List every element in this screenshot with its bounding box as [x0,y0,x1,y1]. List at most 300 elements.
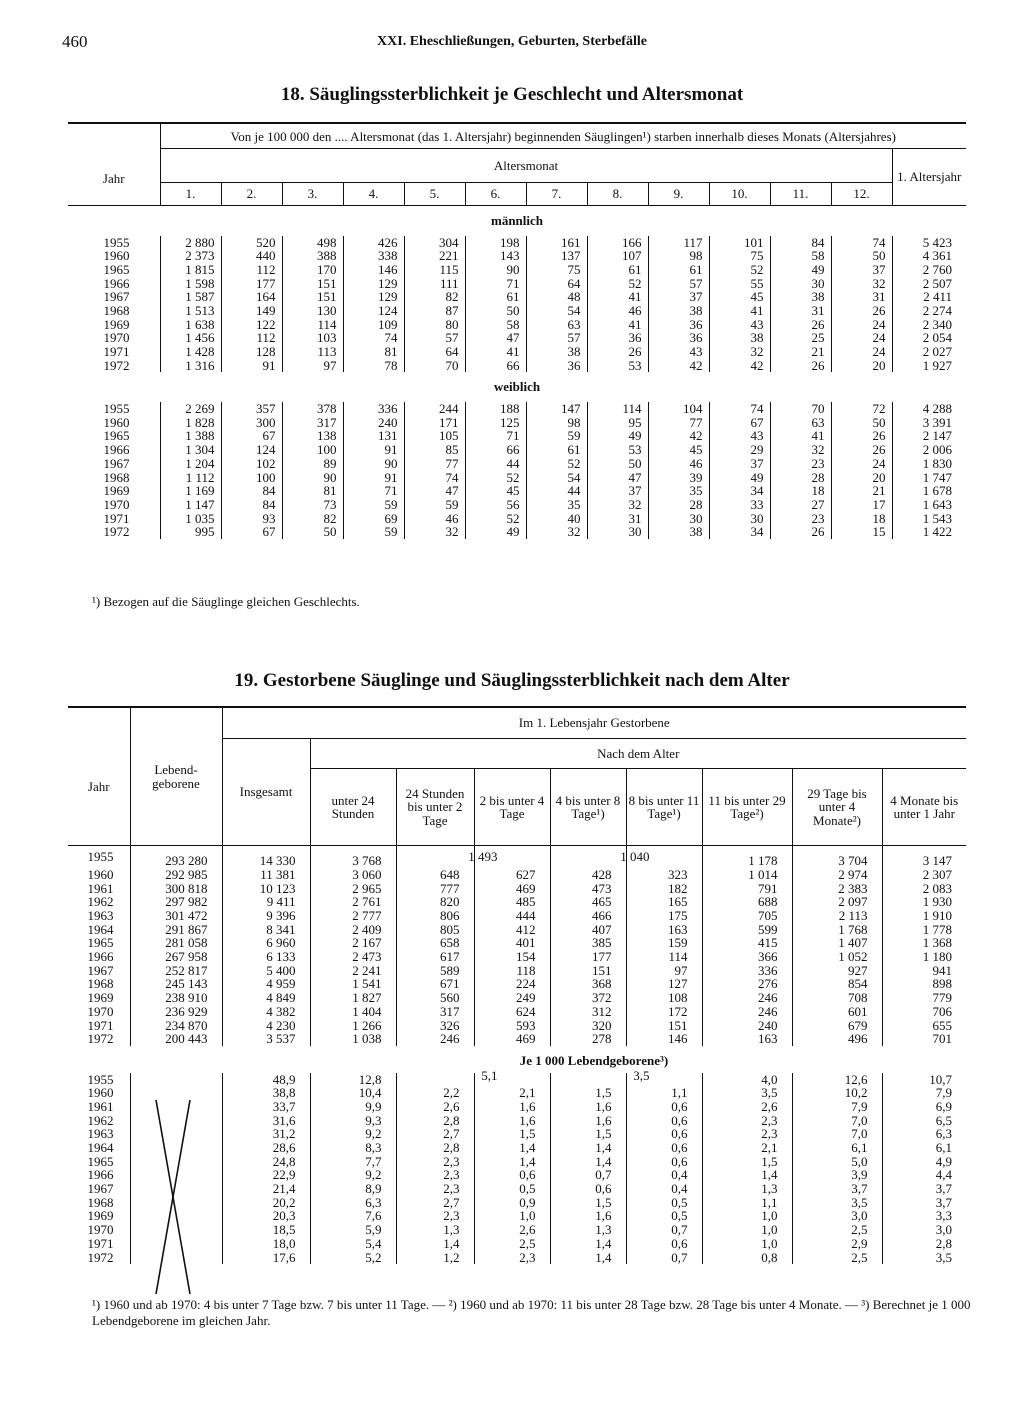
value-cell: 46 [404,512,465,526]
value-cell: 1 828 [160,416,221,430]
value-cell: 267 958 [130,950,222,964]
value-cell: 113 [282,345,343,359]
year-cell: 1968 [103,469,130,485]
value-cell: 1 830 [892,457,966,471]
value-cell: 1,0 [702,1223,792,1237]
value-cell: 100 [282,443,343,457]
value-cell: 2,6 [396,1100,474,1114]
value-cell: 0,8 [702,1250,792,1264]
value-cell: 72 [831,402,892,416]
value-cell: 129 [343,290,404,304]
table-row [68,1223,966,1237]
year-cell: 1962 [87,894,114,910]
value-cell: 20 [831,359,892,373]
value-cell: 70 [404,359,465,373]
value-cell: 170 [282,263,343,277]
value-cell: 0,6 [626,1141,702,1155]
value-cell: 26 [770,525,831,539]
table19-footnote: ¹) 1960 und ab 1970: 4 bis unter 7 Tage bzw. 7 bis unter 11 Tage. — ²) 1960 und ab 1970: 11 bis unter 28 Tage bzw. 28 Tage bis unter 4 Monate. — ³) Berechnet je 1 000 Lebendgeborene im gleichen Jahr. [92,1297,971,1329]
year-cell: 1967 [103,289,130,305]
value-cell: 59 [404,498,465,512]
value-cell: 172 [626,1005,702,1019]
value-cell: 6,3 [310,1196,396,1210]
value-cell: 33 [709,498,770,512]
value-cell: 3 537 [222,1032,310,1046]
value-cell: 43 [648,345,709,359]
value-cell: 291 867 [130,923,222,937]
value-cell: 53 [587,443,648,457]
page-number: 460 [62,32,88,51]
value-cell: 114 [282,318,343,332]
value-cell: 320 [550,1019,626,1033]
value-cell: 111 [404,277,465,291]
value-cell: 388 [282,249,343,263]
value-cell: 34 [709,484,770,498]
value-cell: 599 [702,923,792,937]
value-cell: 1,4 [550,1250,626,1264]
value-cell: 1,4 [396,1237,474,1251]
running-head: XXI. Eheschließungen, Geburten, Sterbefälle [377,34,647,49]
value-cell: 26 [831,304,892,318]
value-cell: 61 [648,263,709,277]
value-cell: 1,5 [702,1155,792,1169]
value-cell: 805 [396,923,474,937]
value-cell: 366 [702,950,792,964]
table18-altersmonat-header: Altersmonat [160,148,892,183]
table-row [68,1209,966,1223]
value-cell: 81 [282,484,343,498]
value-cell: 77 [648,416,709,430]
value-cell: 71 [465,429,526,443]
value-cell: 485 [474,895,550,909]
year-cell: 1971 [87,1017,114,1033]
table-row [68,1237,966,1251]
value-cell: 18,0 [222,1237,310,1251]
year-cell: 1965 [103,261,130,277]
table-row [68,290,966,304]
value-cell: 50 [282,525,343,539]
value-cell: 440 [221,249,282,263]
value-cell: 20,3 [222,1209,310,1223]
value-cell: 1,1 [626,1086,702,1100]
value-cell: 98 [526,416,587,430]
value-cell: 0,7 [626,1223,702,1237]
value-cell: 36 [526,359,587,373]
value-cell: 124 [221,443,282,457]
value-cell: 137 [526,249,587,263]
value-cell: 1,4 [550,1237,626,1251]
value-cell: 17 [831,498,892,512]
year-cell: 1967 [103,455,130,471]
value-cell: 2 113 [792,909,882,923]
table-row [68,457,966,471]
value-cell: 31 [831,290,892,304]
value-cell: 32 [404,525,465,539]
year-cell: 1966 [87,949,114,965]
value-cell: 1,6 [474,1100,550,1114]
value-cell: 1 407 [792,936,882,950]
year-cell: 1968 [87,976,114,992]
table-row [68,1182,966,1196]
value-cell: 31,6 [222,1114,310,1128]
value-cell: 1 910 [882,909,966,923]
value-cell: 146 [626,1032,702,1046]
value-cell: 95 [587,416,648,430]
month-header: 10. [709,183,770,206]
value-cell: 12,6 [792,1073,882,1087]
value-cell: 127 [626,977,702,991]
value-cell: 35 [526,498,587,512]
value-cell: 2,3 [474,1250,550,1264]
value-cell: 292 985 [130,868,222,882]
value-cell: 21 [770,345,831,359]
value-cell: 658 [396,936,474,950]
value-cell: 777 [396,882,474,896]
year-cell: 1970 [103,330,130,346]
value-cell: 21,4 [222,1182,310,1196]
value-cell: 3,9 [792,1168,882,1182]
value-cell: 28,6 [222,1141,310,1155]
value-cell: 465 [550,895,626,909]
year-cell: 1969 [103,483,130,499]
value-cell: 67 [709,416,770,430]
value-cell: 147 [526,402,587,416]
value-cell: 52 [587,277,648,291]
value-cell: 151 [626,1019,702,1033]
value-cell: 114 [626,950,702,964]
value-cell: 38 [709,331,770,345]
year-cell: 1955 [87,1071,114,1087]
month-header: 4. [343,183,404,206]
value-cell: 42 [648,359,709,373]
value-cell: 0,7 [550,1168,626,1182]
value-cell: 37 [587,484,648,498]
value-cell: 0,5 [474,1182,550,1196]
year-cell: 1960 [103,248,130,264]
value-cell: 300 818 [130,882,222,896]
value-cell: 415 [702,936,792,950]
value-cell: 0,7 [626,1250,702,1264]
value-cell: 2 507 [892,277,966,291]
value-cell: 50 [831,249,892,263]
year-cell: 1970 [87,1222,114,1238]
value-cell: 124 [343,304,404,318]
value-cell: 3,5 [702,1086,792,1100]
table-row [68,331,966,345]
value-cell: 1 638 [160,318,221,332]
value-cell: 357 [221,402,282,416]
value-cell: 2,5 [474,1237,550,1251]
table-row [68,977,966,991]
value-cell: 14 330 [222,846,310,868]
value-cell: 246 [702,1005,792,1019]
value-cell: 163 [702,1032,792,1046]
value-cell: 688 [702,895,792,909]
value-cell: 37 [709,457,770,471]
value-cell: 75 [709,249,770,263]
value-cell: 236 929 [130,1005,222,1019]
value-cell: 338 [343,249,404,263]
value-cell: 2,5 [792,1223,882,1237]
year-cell: 1967 [87,1181,114,1197]
value-cell: 151 [550,964,626,978]
value-cell: 2,3 [396,1209,474,1223]
year-cell: 1964 [87,1140,114,1155]
value-cell: 9,2 [310,1168,396,1182]
value-cell: 1 643 [892,498,966,512]
year-cell: 1965 [87,935,114,951]
value-cell: 175 [626,909,702,923]
value-cell: 47 [404,484,465,498]
value-cell: 0,5 [626,1209,702,1223]
value-cell: 52 [709,263,770,277]
value-cell: 146 [343,263,404,277]
value-cell: 97 [282,359,343,373]
value-cell: 57 [404,331,465,345]
value-cell: 41 [465,345,526,359]
value-cell: 0,6 [626,1127,702,1141]
value-cell: 39 [648,471,709,485]
value-cell: 249 [474,991,550,1005]
lebendgeborene-crossed-out [150,1098,196,1298]
year-cell: 1972 [103,357,130,373]
value-cell: 246 [702,991,792,1005]
value-cell: 36 [648,331,709,345]
value-cell: 5,2 [310,1250,396,1264]
age-column-header: 24 Stunden bis unter 2 Tage [396,769,474,846]
value-cell: 385 [550,936,626,950]
value-cell: 317 [282,416,343,430]
value-cell: 55 [709,277,770,291]
value-cell: 1 180 [882,950,966,964]
table-row [68,236,966,250]
value-cell: 35 [648,484,709,498]
value-cell: 36 [587,331,648,345]
year-cell: 1965 [87,1153,114,1169]
value-cell: 498 [282,236,343,250]
value-cell: 38 [770,290,831,304]
value-cell: 1,4 [474,1141,550,1155]
value-cell: 1 169 [160,484,221,498]
value-cell: 74 [343,331,404,345]
value-cell: 89 [282,457,343,471]
year-cell: 1971 [87,1235,114,1251]
value-cell: 102 [221,457,282,471]
value-cell: 1 587 [160,290,221,304]
value-cell: 1 456 [160,331,221,345]
value-cell: 6,1 [882,1141,966,1155]
value-cell: 24 [831,457,892,471]
month-header: 5. [404,183,465,206]
value-cell: 41 [587,318,648,332]
table-row [68,923,966,937]
value-cell: 705 [702,909,792,923]
value-cell: 130 [282,304,343,318]
value-cell: 3,0 [882,1223,966,1237]
value-cell: 161 [526,236,587,250]
value-cell: 31 [770,304,831,318]
year-cell: 1972 [103,524,130,540]
table-row [68,1100,966,1114]
value-cell: 32 [709,345,770,359]
value-cell [130,1073,222,1087]
value-cell: 3,5 [882,1250,966,1264]
value-cell: 1,3 [396,1223,474,1237]
year-cell: 1966 [87,1167,114,1183]
value-cell: 52 [526,457,587,471]
year-cell: 1966 [103,275,130,291]
month-header: 2. [221,183,282,206]
value-cell: 4 288 [892,402,966,416]
value-cell: 1 178 [702,846,792,868]
value-cell: 1,1 [702,1196,792,1210]
value-cell: 1 428 [160,345,221,359]
value-cell: 18 [770,484,831,498]
value-cell: 30 [587,525,648,539]
value-cell: 77 [404,457,465,471]
value-cell: 6,9 [882,1100,966,1114]
value-cell: 198 [465,236,526,250]
month-header: 9. [648,183,709,206]
table18-altersjahr-header: 1. Altersjahr [892,148,966,205]
value-cell: 50 [831,416,892,430]
table-row [68,345,966,359]
value-cell: 38 [526,345,587,359]
value-cell: 3,7 [792,1182,882,1196]
value-cell: 24,8 [222,1155,310,1169]
table-row [68,318,966,332]
year-cell: 1961 [87,880,114,896]
value-cell: 20,2 [222,1196,310,1210]
value-cell: 75 [526,263,587,277]
value-cell: 61 [587,263,648,277]
value-cell: 9,2 [310,1127,396,1141]
value-cell: 149 [221,304,282,318]
year-cell: 1955 [103,401,130,417]
value-cell: 46 [587,304,648,318]
value-cell: 0,9 [474,1196,550,1210]
value-cell: 18,5 [222,1223,310,1237]
value-cell: 98 [648,249,709,263]
value-cell: 125 [465,416,526,430]
value-cell: 32 [831,277,892,291]
value-cell: 2,3 [396,1155,474,1169]
year-cell: 1962 [87,1112,114,1128]
value-cell: 317 [396,1005,474,1019]
table18 [68,122,966,539]
value-cell: 2,3 [396,1182,474,1196]
value-cell: 1,3 [550,1223,626,1237]
value-cell: 91 [343,443,404,457]
value-cell: 90 [282,471,343,485]
table-row [68,1155,966,1169]
value-cell: 11 381 [222,868,310,882]
table18-title: 18. Säuglingssterblichkeit je Geschlecht und Altersmonat [280,84,744,105]
value-cell: 45 [648,443,709,457]
table19-lebend-header: Lebend-geborene [130,707,222,846]
year-cell: 1969 [87,990,114,1006]
value-cell: 601 [792,1005,882,1019]
value-cell: 8 341 [222,923,310,937]
value-cell: 4 849 [222,991,310,1005]
value-cell: 806 [396,909,474,923]
value-cell: 6 960 [222,936,310,950]
value-cell: 245 143 [130,977,222,991]
value-cell: 33,7 [222,1100,310,1114]
value-cell: 706 [882,1005,966,1019]
value-cell: 336 [343,402,404,416]
table19-section-rate: Je 1 000 Lebendgeborene³) [519,1052,669,1068]
value-cell: 3 147 [882,846,966,868]
value-cell: 5 400 [222,964,310,978]
value-cell: 0,6 [626,1155,702,1169]
value-cell: 2 274 [892,304,966,318]
table-row [68,263,966,277]
value-cell: 159 [626,936,702,950]
value-cell: 50 [587,457,648,471]
value-cell: 138 [282,429,343,443]
value-cell: 100 [221,471,282,485]
value-cell: 9 396 [222,909,310,923]
year-cell: 1963 [87,908,114,924]
value-cell: 43 [709,429,770,443]
table-row [68,359,966,373]
value-cell: 2,1 [702,1141,792,1155]
value-cell: 2,7 [396,1127,474,1141]
value-cell: 4,0 [702,1073,792,1087]
age-column-header: 2 bis unter 4 Tage [474,769,550,846]
value-cell: 1 598 [160,277,221,291]
value-cell: 624 [474,1005,550,1019]
value-cell: 3 768 [310,846,396,868]
value-cell: 0,6 [550,1182,626,1196]
value-cell: 26 [770,318,831,332]
value-cell: 898 [882,977,966,991]
value-cell: 679 [792,1019,882,1033]
value-cell: 1 368 [882,936,966,950]
value-cell: 23 [770,512,831,526]
value-cell: 93 [221,512,282,526]
value-cell: 131 [343,429,404,443]
value-cell: 103 [282,331,343,345]
age-column-header: 8 bis unter 11 Tage¹) [626,769,702,846]
value-cell: 2,8 [882,1237,966,1251]
value-cell: 56 [465,498,526,512]
value-cell: 151 [282,290,343,304]
value-cell: 426 [343,236,404,250]
value-cell: 200 443 [130,1032,222,1046]
value-cell: 2,1 [474,1086,550,1100]
year-cell: 1960 [87,1085,114,1101]
value-cell: 300 [221,416,282,430]
value-cell: 74 [709,402,770,416]
value-cell: 164 [221,290,282,304]
value-cell: 281 058 [130,936,222,950]
value-cell: 31,2 [222,1127,310,1141]
value-cell: 78 [343,359,404,373]
table-row [68,525,966,539]
value-cell: 2 760 [892,263,966,277]
value-cell: 4 361 [892,249,966,263]
value-cell: 2 383 [792,882,882,896]
value-cell: 1,5 [474,1127,550,1141]
value-cell: 26 [831,429,892,443]
value-cell: 20 [831,471,892,485]
value-cell: 1 404 [310,1005,396,1019]
value-cell: 90 [465,263,526,277]
value-cell: 30 [648,512,709,526]
value-cell: 2,6 [474,1223,550,1237]
